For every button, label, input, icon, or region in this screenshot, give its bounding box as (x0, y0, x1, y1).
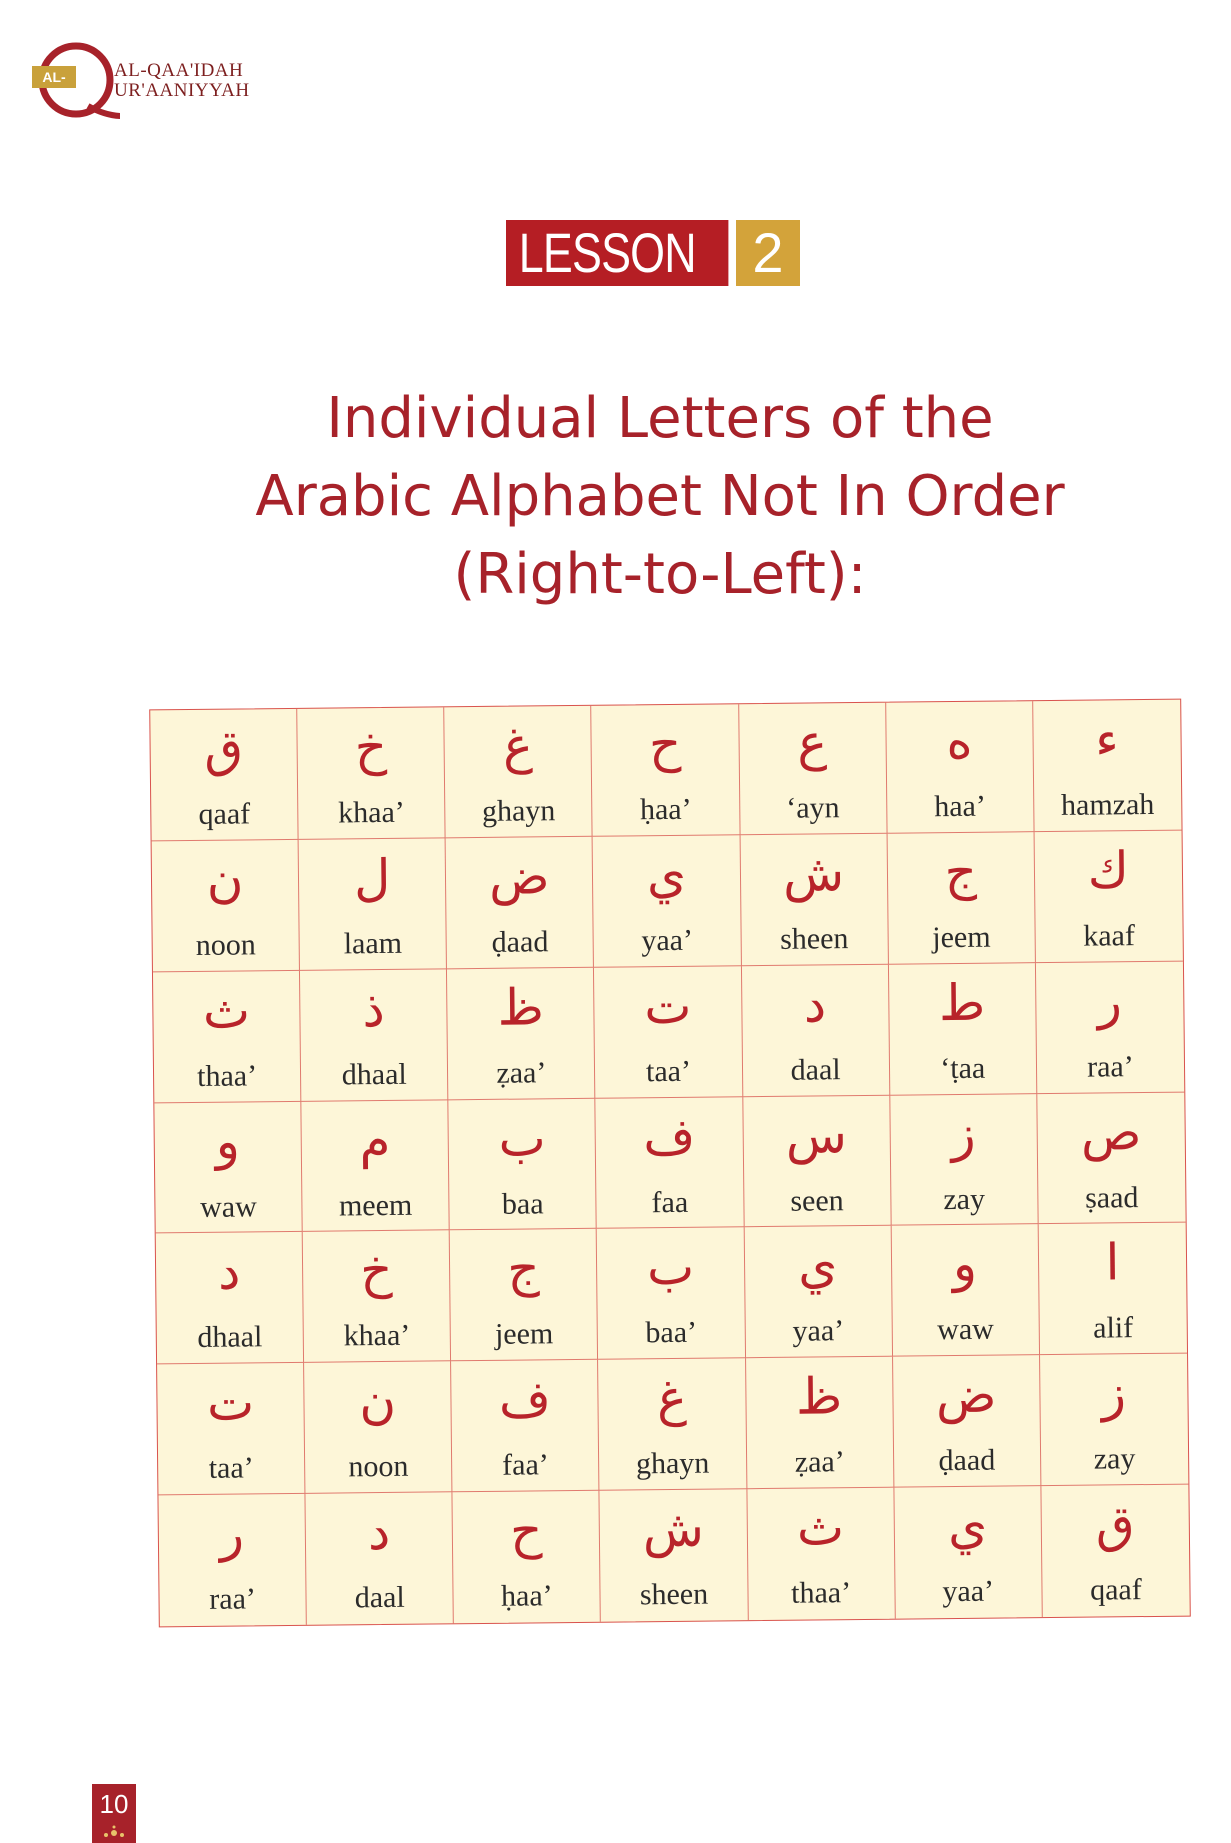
letter-cell (1039, 1223, 1188, 1355)
letter-cell (1036, 961, 1185, 1093)
letter-glyph: ج (507, 1239, 540, 1299)
letter-cell (154, 1101, 303, 1233)
letter-glyph: خ (354, 717, 388, 777)
letter-name: ḥaa’ (500, 1579, 553, 1613)
letter-name: sheen (779, 921, 849, 956)
letter-glyph: س (785, 1105, 848, 1165)
letter-glyph: ص (1080, 1102, 1142, 1162)
letter-name: meem (338, 1188, 413, 1223)
letter-glyph: ض (935, 1365, 997, 1425)
page-number-badge (92, 1784, 136, 1843)
letter-cell (1034, 830, 1183, 962)
letter-name: faa’ (502, 1448, 549, 1483)
letter-name: qaaf (1089, 1573, 1142, 1607)
letter-glyph: ك (1087, 841, 1130, 900)
letter-glyph: ظ (497, 978, 545, 1037)
letter-glyph: ب (498, 1108, 546, 1168)
letter-name: qaaf (198, 797, 251, 831)
lesson-number: 2 (736, 220, 800, 286)
letter-cell (451, 1360, 600, 1492)
letter-cell (600, 1489, 749, 1621)
letter-cell (301, 1100, 450, 1232)
letter-cell (890, 1094, 1039, 1226)
letter-name: taa’ (208, 1451, 254, 1486)
letter-name: ẓaa’ (496, 1055, 547, 1090)
letter-name: waw (937, 1313, 995, 1347)
letter-glyph: ء (1094, 710, 1120, 769)
letter-name: sheen (639, 1577, 709, 1612)
letter-name: baa’ (645, 1316, 698, 1350)
letter-grid (149, 699, 1191, 1628)
letter-cell (306, 1492, 455, 1624)
letter-cell (747, 1488, 896, 1620)
letter-glyph: ن (206, 850, 244, 909)
letter-glyph: ف (498, 1370, 552, 1430)
letter-glyph: ب (646, 1238, 695, 1297)
letter-glyph: ي (646, 845, 687, 905)
letter-cell (596, 1097, 745, 1229)
letter-name: khaa’ (343, 1319, 411, 1353)
letter-name: ḍaad (491, 925, 549, 959)
letter-glyph: ي (797, 1236, 838, 1296)
letter-glyph: ظ (795, 1367, 843, 1426)
letter-glyph: ا (1105, 1233, 1120, 1292)
letter-glyph: ط (938, 973, 986, 1032)
letter-glyph: ج (944, 842, 978, 901)
letter-name: faa (651, 1185, 689, 1219)
letter-cell (453, 1491, 602, 1623)
letter-glyph: ث (202, 981, 251, 1040)
letter-cell (150, 709, 299, 841)
letter-name: raa’ (1086, 1049, 1134, 1084)
letter-cell (894, 1486, 1043, 1618)
letter-name: ‘ṭaa (940, 1051, 986, 1085)
letter-glyph: ق (204, 719, 244, 778)
letter-name: daal (790, 1052, 841, 1087)
letter-cell (153, 971, 302, 1103)
letter-glyph: ل (353, 848, 391, 908)
letter-glyph: ش (782, 844, 845, 903)
letter-glyph: خ (359, 1241, 393, 1300)
letter-cell (156, 1232, 305, 1364)
letter-cell (740, 834, 889, 966)
letter-name: ghayn (481, 794, 556, 828)
letter-cell (1033, 700, 1182, 832)
letter-name: zay (1093, 1442, 1136, 1476)
letter-glyph: ر (219, 1504, 245, 1563)
letter-glyph: ه (945, 711, 973, 771)
letter-name: ghayn (635, 1446, 710, 1481)
logo-line-2: UR'AANIYYAH (114, 80, 250, 101)
letter-cell (743, 1095, 892, 1227)
logo-badge: AL- (32, 66, 76, 88)
letter-name: zay (943, 1182, 986, 1216)
lesson-word: LESSON (506, 220, 728, 286)
letter-cell (893, 1355, 1042, 1487)
letter-glyph: ز (1101, 1364, 1127, 1423)
letter-name: kaaf (1083, 918, 1136, 953)
letter-name: jeem (932, 920, 991, 955)
letter-name: hamzah (1060, 787, 1155, 822)
letter-cell (597, 1228, 746, 1360)
letter-glyph: ز (951, 1104, 976, 1163)
letter-name: khaa’ (338, 795, 406, 830)
letter-name: ‘ayn (786, 791, 840, 825)
title-line-2: Arabic Alphabet Not In Order (255, 464, 1065, 529)
letter-name: seen (790, 1183, 844, 1218)
letter-cell (1040, 1354, 1189, 1486)
letter-name: waw (199, 1189, 257, 1224)
letter-cell (746, 1357, 895, 1489)
letter-cell (447, 967, 596, 1099)
letter-glyph: ن (359, 1372, 397, 1431)
letter-glyph: ذ (362, 979, 386, 1038)
letter-cell (297, 707, 446, 839)
letter-name: thaa’ (790, 1576, 852, 1610)
title-line-3: (Right-to-Left): (453, 542, 867, 607)
letter-cell (739, 703, 888, 835)
letter-cell (1041, 1485, 1190, 1617)
letter-cell (304, 1362, 453, 1494)
letter-glyph: ع (797, 713, 828, 772)
letter-name: thaa’ (196, 1059, 258, 1093)
letter-name: dhaal (197, 1320, 263, 1355)
letter-glyph: د (217, 1242, 241, 1302)
letter-glyph: ت (206, 1373, 255, 1433)
letter-cell (446, 837, 595, 969)
letter-cell (157, 1363, 306, 1495)
letter-glyph: و (215, 1112, 241, 1171)
letter-glyph: ش (642, 1499, 705, 1559)
letter-name: haa’ (934, 789, 987, 824)
letter-cell (594, 966, 743, 1098)
letter-cell (889, 963, 1038, 1095)
letter-glyph: ي (947, 1496, 988, 1556)
letter-glyph: و (952, 1235, 978, 1294)
letter-glyph: ح (509, 1501, 543, 1560)
letter-glyph: ث (796, 1498, 845, 1557)
letter-name: ḥaa’ (639, 792, 692, 827)
letter-glyph: غ (656, 1369, 688, 1428)
letter-cell (744, 1226, 893, 1358)
letter-name: ḍaad (938, 1443, 996, 1478)
letter-name: jeem (494, 1317, 554, 1352)
letter-name: ẓaa’ (794, 1445, 845, 1479)
letter-glyph: ر (1097, 971, 1123, 1031)
letter-cell (891, 1225, 1040, 1357)
letter-name: ṣaad (1084, 1180, 1139, 1215)
letter-glyph: م (359, 1110, 391, 1169)
letter-cell (299, 838, 448, 970)
letter-glyph: ق (1095, 1495, 1135, 1554)
letter-cell (450, 1229, 599, 1361)
letter-cell (592, 704, 741, 836)
letter-glyph: غ (502, 716, 534, 775)
letter-cell (152, 840, 301, 972)
page-title (200, 380, 1120, 614)
page-number: 10 (99, 1789, 129, 1819)
lesson-banner (506, 220, 800, 286)
letter-glyph: د (367, 1503, 391, 1562)
letter-name: dhaal (341, 1057, 407, 1092)
letter-cell (598, 1359, 747, 1491)
letter-cell (300, 969, 449, 1101)
ornament-icon (98, 1825, 130, 1839)
letter-cell (593, 835, 742, 967)
letter-name: taa’ (645, 1054, 692, 1088)
letter-name: yaa’ (942, 1574, 995, 1609)
letter-name: raa’ (209, 1582, 257, 1616)
letter-name: baa (501, 1186, 544, 1221)
letter-name: noon (195, 928, 256, 962)
letter-name: noon (348, 1450, 409, 1484)
letter-cell (1037, 1092, 1186, 1224)
letter-glyph: د (803, 975, 827, 1034)
letter-cell (886, 701, 1035, 833)
logo-line-1: AL-QAA'IDAH (114, 60, 244, 81)
letter-cell (449, 1098, 598, 1230)
book-logo (30, 36, 290, 126)
letter-cell (303, 1231, 452, 1363)
letter-glyph: ت (644, 976, 692, 1035)
title-line-1: Individual Letters of the (326, 386, 994, 451)
letter-name: yaa’ (641, 923, 694, 958)
letter-cell (742, 964, 891, 1096)
letter-cell (887, 832, 1036, 964)
letter-glyph: ح (648, 714, 682, 774)
letter-name: daal (354, 1580, 405, 1615)
letter-cell (444, 706, 593, 838)
letter-name: yaa’ (792, 1314, 845, 1349)
letter-name: laam (343, 926, 403, 961)
letter-cell (158, 1494, 307, 1626)
letter-glyph: ف (642, 1107, 696, 1166)
letter-glyph: ض (488, 847, 550, 906)
letter-name: alif (1093, 1311, 1134, 1345)
